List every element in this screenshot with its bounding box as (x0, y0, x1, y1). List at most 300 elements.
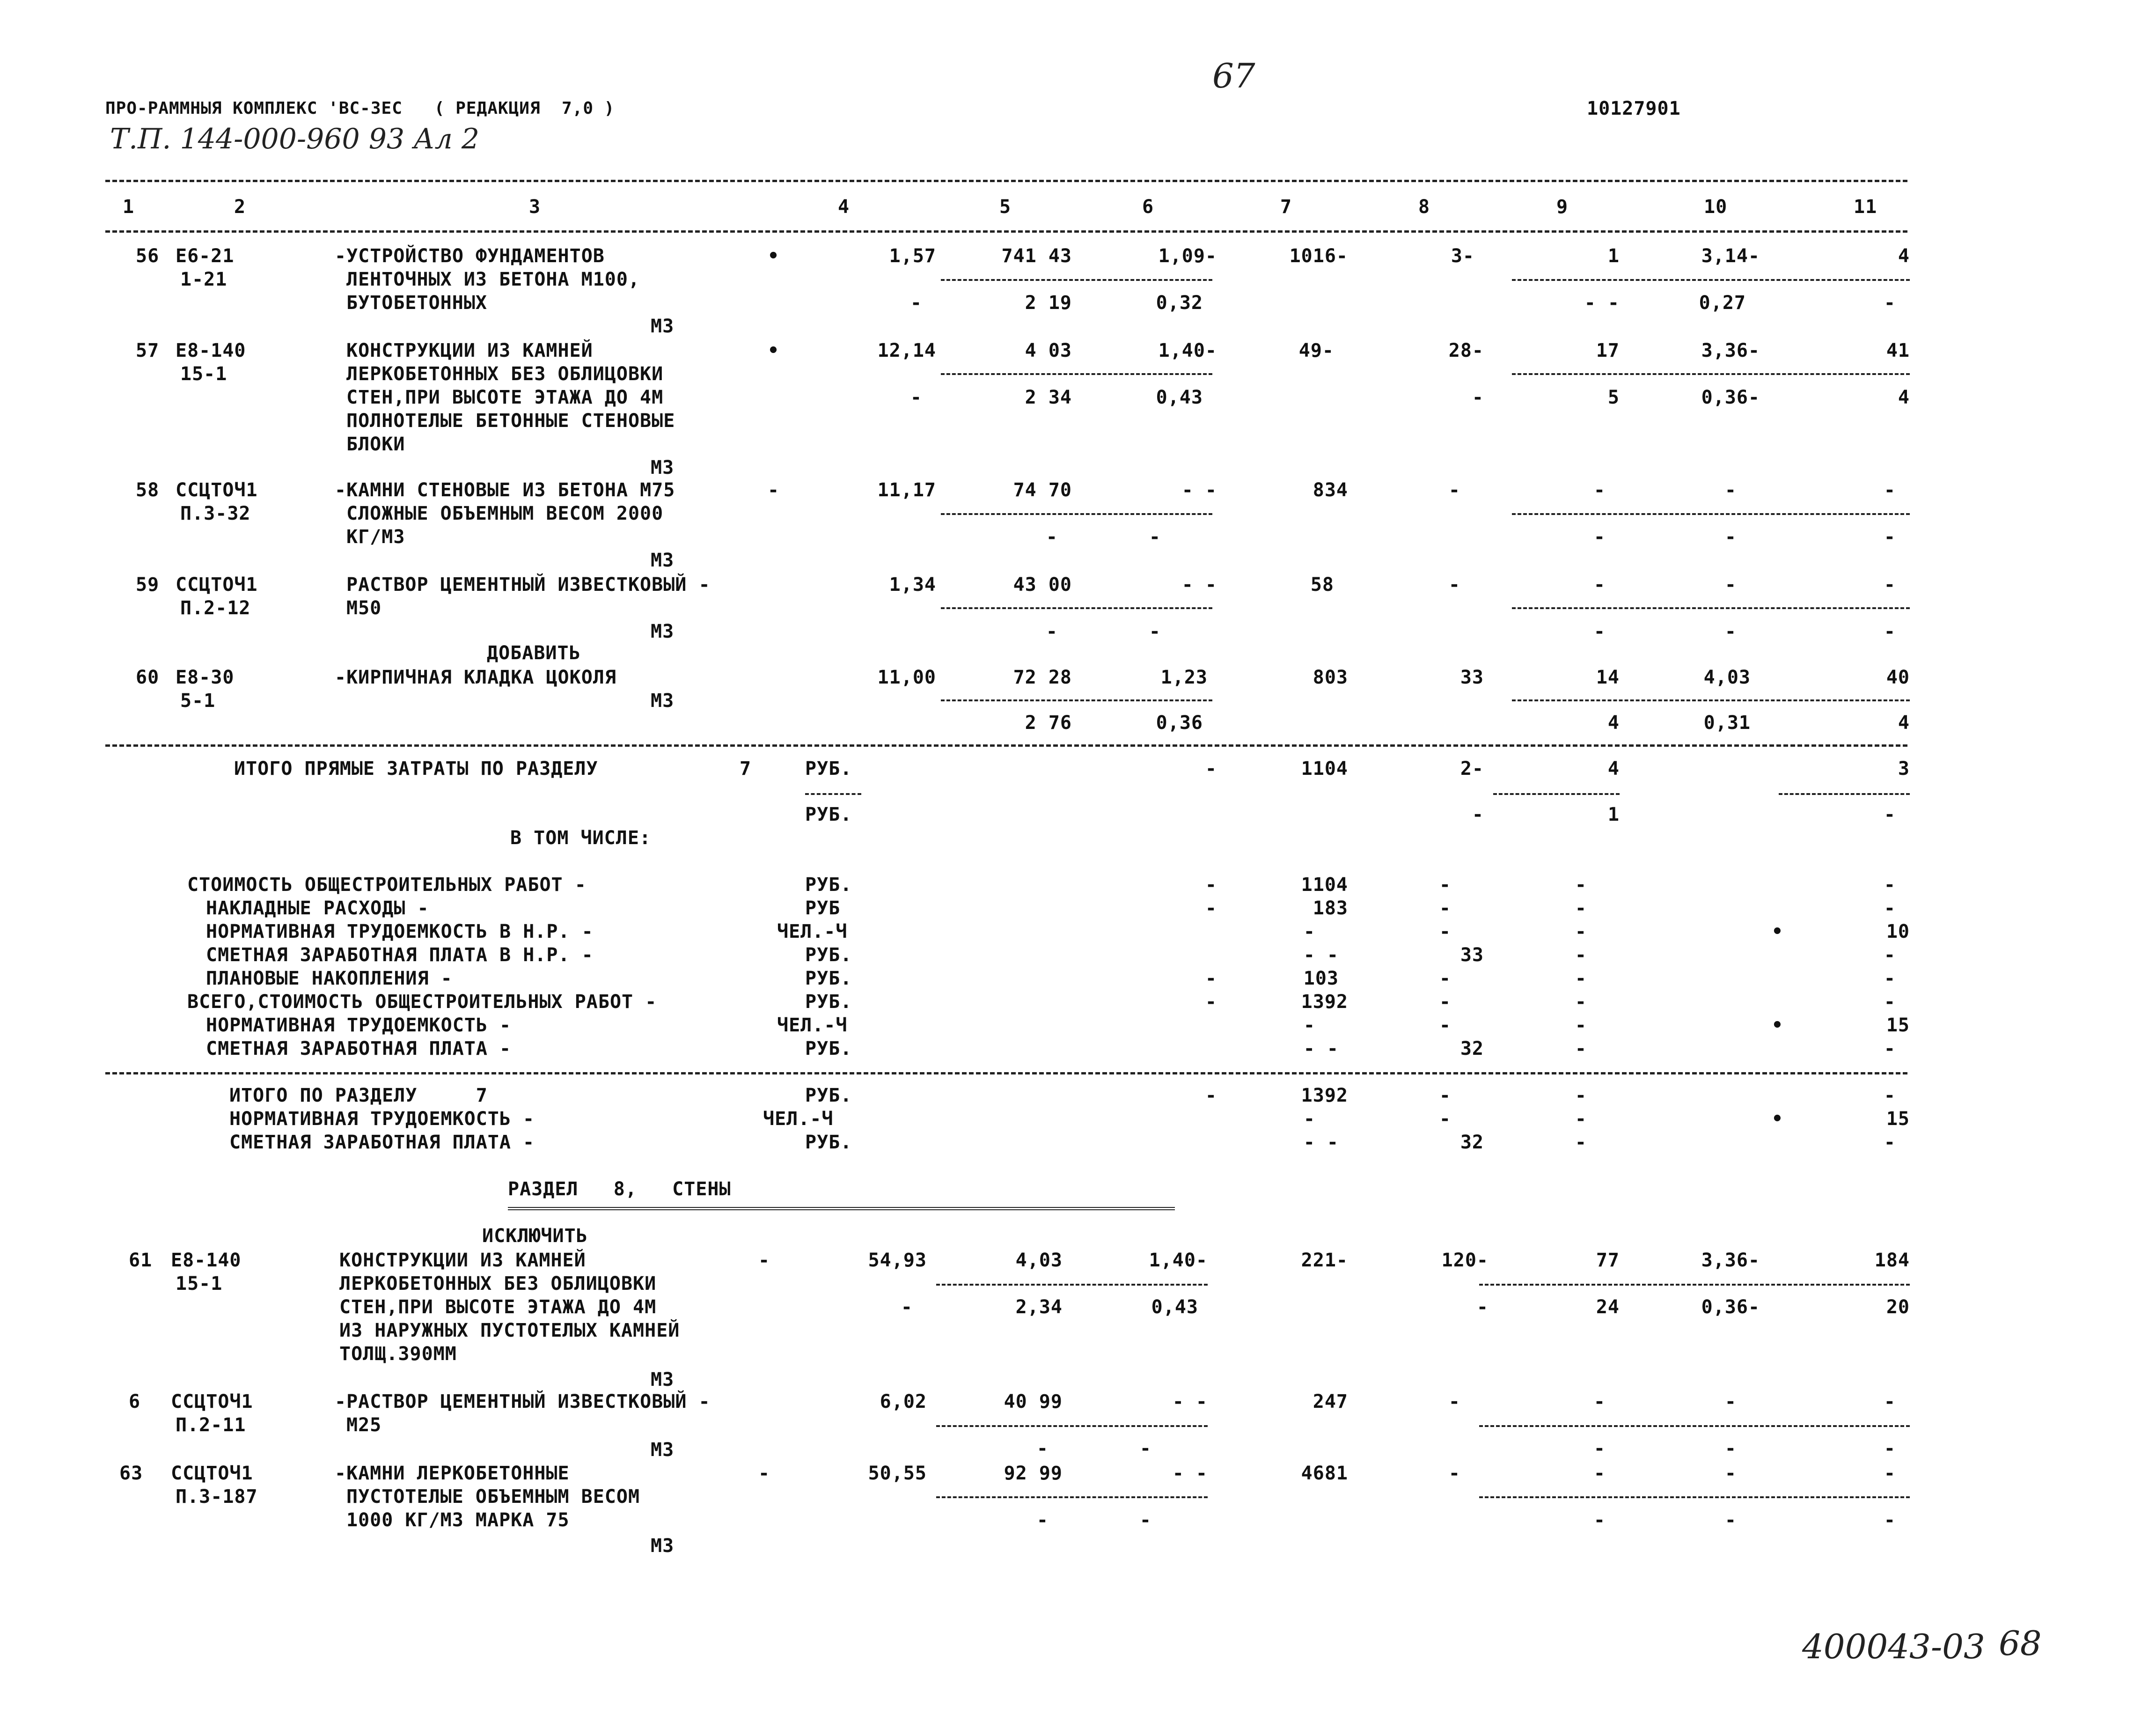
col8: 2- (1460, 758, 1484, 780)
col11-sub: 20 (1886, 1296, 1910, 1318)
col7: 1104 (1301, 758, 1348, 780)
col8: - (1439, 921, 1451, 942)
work-description: -КАМНИ СТЕНОВЫЕ ИЗ БЕТОНА М75 (335, 479, 675, 501)
col6-sub: - (1139, 1438, 1151, 1459)
col9: - (1575, 991, 1587, 1013)
col10: - (1724, 479, 1737, 501)
unit: М3 (651, 690, 675, 712)
col6: - (1205, 1085, 1217, 1106)
col7: - (1303, 1015, 1315, 1036)
section-underline (508, 1207, 1175, 1210)
work-description: КГ/М3 (346, 526, 405, 548)
work-description: -КАМНИ ЛЕРКОБЕТОННЫЕ (335, 1463, 570, 1484)
summary-unit: ЧЕЛ.-Ч (763, 1108, 834, 1130)
rate-code: ССЦТОЧ1 (176, 574, 258, 596)
column-header: 8 (1418, 196, 1430, 218)
col9-sub: - - (1584, 292, 1620, 314)
col10-sub: - (1724, 526, 1737, 548)
column-header: 11 (1854, 196, 1877, 218)
unit-cost: 43 00 (1013, 574, 1072, 596)
summary-unit: ЧЕЛ.-Ч (777, 921, 848, 942)
col11: 10 (1886, 921, 1910, 942)
column-header: 2 (234, 196, 246, 218)
col9: - (1575, 1132, 1587, 1153)
col10-sub: 0,36- (1701, 387, 1760, 408)
row-mark: - (758, 1463, 770, 1484)
rate-code-detail: П.3-32 (180, 503, 251, 524)
unit: М3 (651, 1369, 675, 1390)
col9: - (1575, 1085, 1587, 1106)
col10: 3,36- (1701, 340, 1760, 361)
sub-rule (941, 699, 1212, 701)
col9-sub: 5 (1607, 387, 1620, 408)
sub-rule (1493, 793, 1620, 795)
col9-sub: - (1593, 526, 1606, 548)
unit-cost-sub: 2 34 (1025, 387, 1072, 408)
sub-rule (941, 279, 1212, 281)
col10: - (1724, 1391, 1737, 1412)
work-description: БЛОКИ (346, 434, 405, 455)
summary-label: НОРМАТИВНАЯ ТРУДОЕМКОСТЬ В Н.Р. - (206, 921, 594, 942)
col8: 32 (1460, 1132, 1484, 1153)
sub-rule (1512, 279, 1910, 281)
summary-unit: РУБ. (805, 968, 852, 989)
col7: 1104 (1301, 874, 1348, 896)
col6: - (1205, 968, 1217, 989)
col9: 1 (1607, 245, 1620, 267)
col9: - (1575, 1015, 1587, 1036)
work-description: БУТОБЕТОННЫХ (346, 292, 487, 314)
col11-sub: - (1884, 804, 1896, 825)
col11: 3 (1898, 758, 1910, 780)
col10-sub: - (1724, 1509, 1737, 1531)
col9: - (1593, 1463, 1606, 1484)
col9: - (1575, 874, 1587, 896)
work-description: -РАСТВОР ЦЕМЕНТНЫЙ ИЗВЕСТКОВЫЙ - (335, 1391, 711, 1412)
rule (105, 230, 1907, 233)
summary-label: СМЕТНАЯ ЗАРАБОТНАЯ ПЛАТА В Н.Р. - (206, 944, 594, 966)
summary-unit: РУБ (805, 897, 841, 919)
rate-code-detail: П.2-12 (180, 597, 251, 619)
unit-cost-sub: - (1046, 526, 1058, 548)
row-number: 6 (129, 1391, 141, 1412)
col11: 184 (1874, 1250, 1910, 1271)
row-number: 59 (136, 574, 160, 596)
col8: - (1448, 574, 1460, 596)
col11: 15 (1886, 1015, 1910, 1036)
summary-label: ПЛАНОВЫЕ НАКОПЛЕНИЯ - (206, 968, 453, 989)
unit-cost-sub: - (1046, 621, 1058, 642)
summary-unit: РУБ. (805, 991, 852, 1013)
bullet: • (768, 245, 780, 267)
column-header: 7 (1280, 196, 1292, 218)
summary-label: НОРМАТИВНАЯ ТРУДОЕМКОСТЬ - (229, 1108, 535, 1130)
col10-sub: 0,36- (1701, 1296, 1760, 1318)
column-header: 9 (1556, 196, 1569, 218)
col9: - (1575, 897, 1587, 919)
col11: - (1884, 874, 1896, 896)
unit-cost: 4,03 (1015, 1250, 1063, 1271)
document-id: 10127901 (1587, 98, 1681, 119)
unit: М3 (651, 621, 675, 642)
col8: - (1448, 1391, 1460, 1412)
work-description: СТЕН,ПРИ ВЫСОТЕ ЭТАЖА ДО 4М (346, 387, 664, 408)
col10: • (1771, 1015, 1783, 1036)
col11-sub: - (1884, 526, 1896, 548)
col10: - (1724, 574, 1737, 596)
col11: 40 (1886, 667, 1910, 688)
work-description: РАСТВОР ЦЕМЕНТНЫЙ ИЗВЕСТКОВЫЙ - (346, 574, 711, 596)
unit: М3 (651, 1439, 675, 1461)
sub-rule (1512, 373, 1910, 375)
col6: 1,23 (1160, 667, 1208, 688)
sub-rule (936, 1496, 1208, 1498)
quantity: 11,17 (877, 479, 936, 501)
work-description: 1000 КГ/М3 МАРКА 75 (346, 1509, 570, 1531)
col8: - (1448, 479, 1460, 501)
col7: 183 (1313, 897, 1348, 919)
total-unit: РУБ. (805, 804, 852, 825)
quantity-sub: - (901, 1296, 913, 1318)
col8: 28- (1448, 340, 1484, 361)
col9: 17 (1596, 340, 1620, 361)
col11: - (1884, 574, 1896, 596)
unit-cost: 741 43 (1001, 245, 1072, 267)
col8: - (1439, 874, 1451, 896)
col11: 15 (1886, 1108, 1910, 1130)
col11: - (1884, 1038, 1896, 1059)
col6: - (1205, 897, 1217, 919)
col11: - (1884, 1391, 1896, 1412)
rule (105, 744, 1907, 747)
quantity: 12,14 (877, 340, 936, 361)
col11: - (1884, 1132, 1896, 1153)
sub-rule (1512, 513, 1910, 515)
col7: 221- (1301, 1250, 1348, 1271)
including-label: В ТОМ ЧИСЛЕ: (510, 827, 651, 849)
col8: 33 (1460, 667, 1484, 688)
col7: - - (1303, 944, 1339, 966)
column-header: 3 (529, 196, 541, 218)
quantity-sub: - (910, 387, 922, 408)
work-description: -УСТРОЙСТВО ФУНДАМЕНТОВ (335, 245, 605, 267)
summary-label: НАКЛАДНЫЕ РАСХОДЫ - (206, 897, 429, 919)
col8: - (1448, 1463, 1460, 1484)
work-description: ЛЕРКОБЕТОННЫХ БЕЗ ОБЛИЦОВКИ (339, 1273, 657, 1295)
rate-code-detail: П.3-187 (176, 1486, 258, 1508)
rate-code-detail: 5-1 (180, 690, 216, 712)
col11-sub: 4 (1898, 712, 1910, 734)
col7: 1392 (1301, 991, 1348, 1013)
work-description: КОНСТРУКЦИИ ИЗ КАМНЕЙ (346, 340, 593, 361)
work-description: ЛЕНТОЧНЫХ ИЗ БЕТОНА М100, (346, 269, 640, 290)
col8: - (1439, 991, 1451, 1013)
col8-sub: - (1476, 1296, 1489, 1318)
col11: - (1884, 944, 1896, 966)
col11: 4 (1898, 245, 1910, 267)
sub-rule (1512, 607, 1910, 609)
unit-cost: 40 99 (1004, 1391, 1063, 1412)
col11-sub: - (1884, 621, 1896, 642)
row-number: 63 (119, 1463, 143, 1484)
col7: - (1303, 1108, 1315, 1130)
rate-code: ССЦТОЧ1 (171, 1463, 253, 1484)
unit-cost-sub: - (1036, 1509, 1049, 1531)
work-description: М50 (346, 597, 382, 619)
summary-unit: РУБ. (805, 1132, 852, 1153)
total-label: ИТОГО ПРЯМЫЕ ЗАТРАТЫ ПО РАЗДЕЛУ (234, 758, 598, 780)
add-marker: ДОБАВИТЬ (487, 642, 581, 664)
summary-unit: ЧЕЛ.-Ч (777, 1015, 848, 1036)
work-description: -КИРПИЧНАЯ КЛАДКА ЦОКОЛЯ (335, 667, 616, 688)
work-description: КОНСТРУКЦИИ ИЗ КАМНЕЙ (339, 1250, 586, 1271)
col6: - - (1172, 1391, 1208, 1412)
col7: - - (1303, 1132, 1339, 1153)
col7: 803 (1313, 667, 1348, 688)
column-header: 10 (1704, 196, 1728, 218)
row-mark: - (758, 1250, 770, 1271)
col11: 41 (1886, 340, 1910, 361)
row-number: 60 (136, 667, 160, 688)
col9: - (1575, 944, 1587, 966)
col6: 1,40- (1149, 1250, 1208, 1271)
summary-unit: РУБ. (805, 1085, 852, 1106)
row-number: 61 (129, 1250, 153, 1271)
program-header: ПРО-РАММНЫЯ КОМПЛЕКС 'ВС-ЗЕС ( РЕДАКЦИЯ 7,0 ) (105, 99, 615, 118)
work-description: М25 (346, 1414, 382, 1436)
page-number: 68 (1999, 1624, 2042, 1663)
col10: 3,36- (1701, 1250, 1760, 1271)
unit-cost-sub: - (1036, 1438, 1049, 1459)
col6: 1,40- (1158, 340, 1217, 361)
col9: - (1593, 479, 1606, 501)
rate-code-detail: 15-1 (180, 363, 227, 385)
col8: 33 (1460, 944, 1484, 966)
col6-sub: - (1149, 526, 1161, 548)
col6-sub: 0,43 (1156, 387, 1203, 408)
col9: - (1575, 921, 1587, 942)
page-mark: 67 (1212, 56, 1255, 96)
rate-code: ССЦТОЧ1 (171, 1391, 253, 1412)
col8-sub: - (1472, 804, 1484, 825)
col10: • (1771, 1108, 1783, 1130)
quantity: 11,00 (877, 667, 936, 688)
col8: - (1439, 897, 1451, 919)
row-number: 58 (136, 479, 160, 501)
quantity: 1,34 (889, 574, 936, 596)
sub-rule (941, 373, 1212, 375)
quantity: 1,57 (889, 245, 936, 267)
col10: • (1771, 921, 1783, 942)
row-number: 56 (136, 245, 160, 267)
col10-sub: 0,27 (1699, 292, 1746, 314)
col10: - (1724, 1463, 1737, 1484)
sub-rule (1512, 699, 1910, 701)
rate-code: Е8-30 (176, 667, 235, 688)
rate-code: Е6-21 (176, 245, 235, 267)
col11: - (1884, 968, 1896, 989)
col7: - (1303, 921, 1315, 942)
row-mark: - (768, 479, 780, 501)
unit-cost: 92 99 (1004, 1463, 1063, 1484)
col11-sub: 4 (1898, 387, 1910, 408)
summary-label: ВСЕГО,СТОИМОСТЬ ОБЩЕСТРОИТЕЛЬНЫХ РАБОТ - (187, 991, 657, 1013)
summary-label: СМЕТНАЯ ЗАРАБОТНАЯ ПЛАТА - (206, 1038, 512, 1059)
col6: 1,09- (1158, 245, 1217, 267)
quantity: 6,02 (880, 1391, 927, 1412)
col11: - (1884, 991, 1896, 1013)
summary-label: ИТОГО ПО РАЗДЕЛУ 7 (229, 1085, 488, 1106)
exclude-marker: ИСКЛЮЧИТЬ (482, 1225, 588, 1247)
summary-label: СТОИМОСТЬ ОБЩЕСТРОИТЕЛЬНЫХ РАБОТ - (187, 874, 587, 896)
col8: 3- (1451, 245, 1474, 267)
unit: М3 (651, 457, 675, 478)
col9: 14 (1596, 667, 1620, 688)
summary-label: СМЕТНАЯ ЗАРАБОТНАЯ ПЛАТА - (229, 1132, 535, 1153)
rate-code: Е8-140 (171, 1250, 242, 1271)
unit-cost: 4 03 (1025, 340, 1072, 361)
total-unit: РУБ. (805, 758, 852, 780)
col7: 1016- (1289, 245, 1348, 267)
summary-unit: РУБ. (805, 944, 852, 966)
col9-sub: - (1593, 621, 1606, 642)
col10: 3,14- (1701, 245, 1760, 267)
rule (105, 1072, 1907, 1074)
sub-rule (1479, 1284, 1910, 1286)
col8: 32 (1460, 1038, 1484, 1059)
col6: - - (1181, 574, 1217, 596)
sub-rule (1479, 1425, 1910, 1427)
col6-sub: 0,32 (1156, 292, 1203, 314)
col6-sub: - (1139, 1509, 1151, 1531)
summary-unit: РУБ. (805, 874, 852, 896)
col11: - (1884, 897, 1896, 919)
col9-sub: 24 (1596, 1296, 1620, 1318)
col6: - (1205, 991, 1217, 1013)
col7: 49- (1298, 340, 1334, 361)
sub-rule (936, 1284, 1208, 1286)
col7: 58 (1310, 574, 1334, 596)
col11: - (1884, 1085, 1896, 1106)
col6: - - (1181, 479, 1217, 501)
column-header: 5 (999, 196, 1012, 218)
bullet: • (768, 340, 780, 361)
col7: 4681 (1301, 1463, 1348, 1484)
col9: 77 (1596, 1250, 1620, 1271)
col11-sub: - (1884, 1438, 1896, 1459)
col9: - (1593, 1391, 1606, 1412)
column-header: 6 (1142, 196, 1154, 218)
col6: - (1205, 874, 1217, 896)
col9: - (1575, 1038, 1587, 1059)
unit-cost-sub: 2 76 (1025, 712, 1072, 734)
col8: - (1439, 1085, 1451, 1106)
col11: - (1884, 479, 1896, 501)
unit: М3 (651, 550, 675, 571)
col9: - (1575, 1108, 1587, 1130)
col7: 834 (1313, 479, 1348, 501)
col6-sub: 0,43 (1151, 1296, 1198, 1318)
unit: М3 (651, 316, 675, 337)
work-description: ЛЕРКОБЕТОННЫХ БЕЗ ОБЛИЦОВКИ (346, 363, 664, 385)
sub-rule (936, 1425, 1208, 1427)
document-stamp: 400043-03 (1802, 1627, 1985, 1666)
col7: 247 (1313, 1391, 1348, 1412)
sub-rule (1479, 1496, 1910, 1498)
col10-sub: - (1724, 1438, 1737, 1459)
quantity-sub: - (910, 292, 922, 314)
work-description: ПОЛНОТЕЛЫЕ БЕТОННЫЕ СТЕНОВЫЕ (346, 410, 675, 432)
col6: - - (1172, 1463, 1208, 1484)
row-number: 57 (136, 340, 160, 361)
col9: - (1575, 968, 1587, 989)
rate-code: Е8-140 (176, 340, 246, 361)
col6-sub: - (1149, 621, 1161, 642)
col10-sub: 0,31 (1703, 712, 1751, 734)
sub-rule (805, 793, 861, 795)
col9-sub: - (1593, 1509, 1606, 1531)
work-description: ПУСТОТЕЛЫЕ ОБЪЕМНЫМ ВЕСОМ (346, 1486, 640, 1508)
col7: - - (1303, 1038, 1339, 1059)
col9-sub: 4 (1607, 712, 1620, 734)
sub-rule (941, 513, 1212, 515)
unit-cost-sub: 2 19 (1025, 292, 1072, 314)
work-description: СЛОЖНЫЕ ОБЪЕМНЫМ ВЕСОМ 2000 (346, 503, 664, 524)
rate-code-detail: П.2-11 (176, 1414, 246, 1436)
total-section: 7 (740, 758, 752, 780)
col11: - (1884, 1463, 1896, 1484)
col9: - (1593, 574, 1606, 596)
col7: 103 (1303, 968, 1339, 989)
col6-sub: 0,36 (1156, 712, 1203, 734)
section-title: РАЗДЕЛ 8, СТЕНЫ (508, 1178, 731, 1200)
project-reference: Т.П. 144-000-960 93 Ал 2 (110, 123, 480, 155)
col9-sub: - (1593, 1438, 1606, 1459)
rule (105, 180, 1907, 182)
col8-sub: - (1472, 387, 1484, 408)
sub-rule (1779, 793, 1910, 795)
work-description: СТЕН,ПРИ ВЫСОТЕ ЭТАЖА ДО 4М (339, 1296, 657, 1318)
work-description: ТОЛЩ.390ММ (339, 1343, 457, 1365)
col10-sub: - (1724, 621, 1737, 642)
summary-label: НОРМАТИВНАЯ ТРУДОЕМКОСТЬ - (206, 1015, 512, 1036)
col8: - (1439, 1015, 1451, 1036)
sub-rule (941, 607, 1212, 609)
quantity: 54,93 (868, 1250, 927, 1271)
col8: - (1439, 1108, 1451, 1130)
rate-code-detail: 15-1 (176, 1273, 223, 1295)
col8: 120- (1441, 1250, 1489, 1271)
unit-cost: 74 70 (1013, 479, 1072, 501)
col9-sub: 1 (1607, 804, 1620, 825)
unit: М3 (651, 1535, 675, 1557)
rate-code: ССЦТОЧ1 (176, 479, 258, 501)
column-header: 1 (123, 196, 135, 218)
work-description: ИЗ НАРУЖНЫХ ПУСТОТЕЛЫХ КАМНЕЙ (339, 1320, 680, 1341)
col9: 4 (1607, 758, 1620, 780)
col6: - (1205, 758, 1217, 780)
rate-code-detail: 1-21 (180, 269, 227, 290)
col11-sub: - (1884, 292, 1896, 314)
col10: 4,03 (1703, 667, 1751, 688)
col11-sub: - (1884, 1509, 1896, 1531)
unit-cost-sub: 2,34 (1015, 1296, 1063, 1318)
quantity: 50,55 (868, 1463, 927, 1484)
column-header: 4 (838, 196, 850, 218)
summary-unit: РУБ. (805, 1038, 852, 1059)
col7: 1392 (1301, 1085, 1348, 1106)
col8: - (1439, 968, 1451, 989)
